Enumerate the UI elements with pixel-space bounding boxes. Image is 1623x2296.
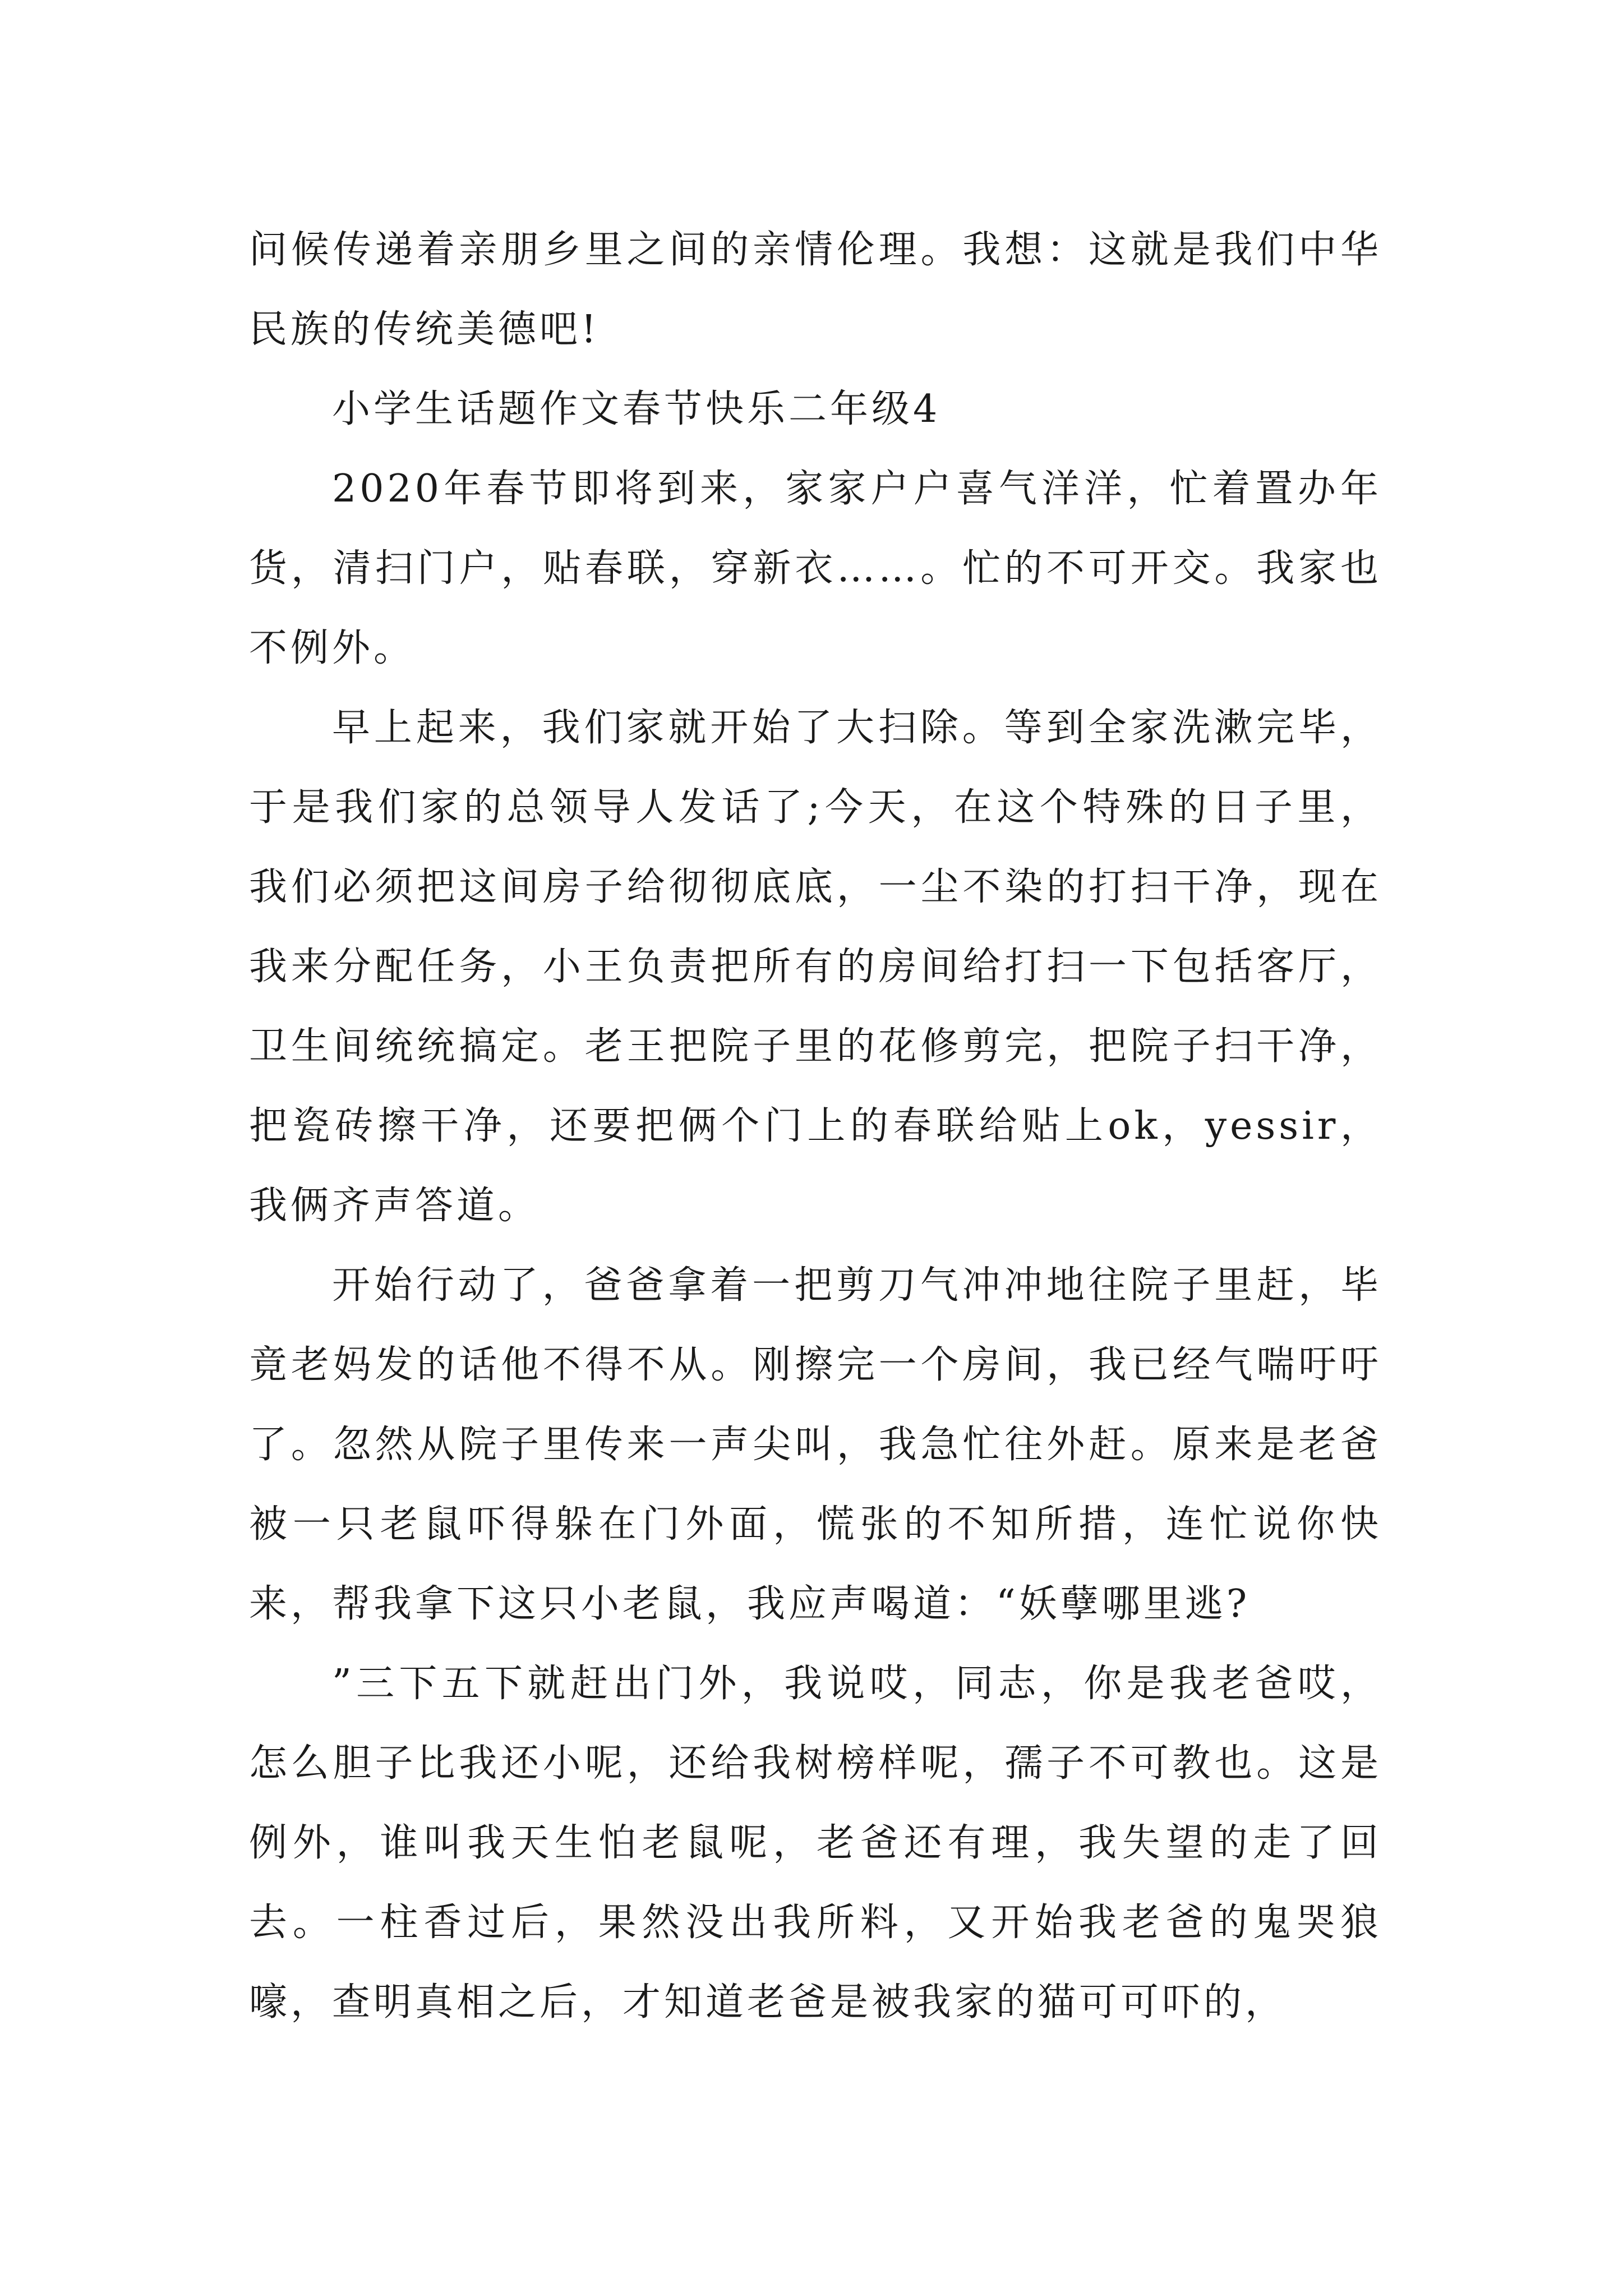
document-body — [249, 210, 1382, 2042]
paragraph: ”三下五下就赶出门外，我说哎，同志，你是我老爸哎，怎么胆子比我还小呢，还给我树榜样呢，孺子不可教也。这是例外，谁叫我天生怕老鼠呢，老爸还有理，我失望的走了回去。一柱香过后，果然没出我所料，又开始我老爸的鬼哭狼嚎，查明真相之后，才知道老爸是被我家的猫可可吓的， — [249, 1662, 1382, 2024]
paragraph: 早上起来，我们家就开始了大扫除。等到全家洗漱完毕，于是我们家的总领导人发话了;今天，在这个特殊的日子里，我们必须把这间房子给彻彻底底，一尘不染的打扫干净，现在我来分配任务，小王负责把所有的房间给打扫一下包括客厅，卫生间统统搞定。老王把院子里的花修剪完，把院子扫干净，把瓷砖擦干净，还要把俩个门上的春联给贴上ok，yessir，我俩齐声答道。 — [249, 706, 1382, 1228]
paragraph: 2020年春节即将到来，家家户户喜气洋洋，忙着置办年货，清扫门户，贴春联，穿新衣……。忙的不可开交。我家也不例外。 — [249, 467, 1382, 670]
paragraph: 开始行动了，爸爸拿着一把剪刀气冲冲地往院子里赶，毕竟老妈发的话他不得不从。刚擦完一个房间，我已经气喘吁吁了。忽然从院子里传来一声尖叫，我急忙往外赶。原来是老爸被一只老鼠吓得躲在门外面，慌张的不知所措，连忙说你快来，帮我拿下这只小老鼠，我应声喝道：“妖孽哪里逃? — [249, 1263, 1382, 1626]
paragraph-continuation: 问候传递着亲朋乡里之间的亲情伦理。我想：这就是我们中华民族的传统美德吧! — [249, 228, 1382, 352]
section-heading: 小学生话题作文春节快乐二年级4 — [332, 387, 941, 431]
